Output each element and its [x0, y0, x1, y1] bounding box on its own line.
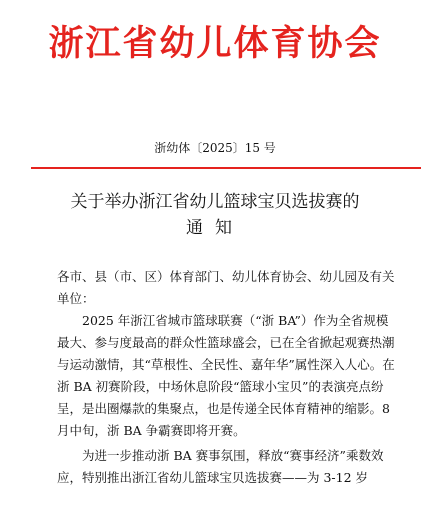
salutation: 各市、县（市、区）体育部门、幼儿体育协会、幼儿园及有关单位： [57, 269, 395, 306]
body-paragraph-2: 为进一步推动浙 BA 赛事氛围，释放“赛事经济”乘数效应，特别推出浙江省幼儿篮球宝贝选拔赛——为 3-12 岁 [57, 448, 384, 485]
document-title-line-2: 通知 [186, 218, 244, 238]
document-body [57, 266, 399, 489]
document-title-line-1: 关于举办浙江省幼儿篮球宝贝选拔赛的 [70, 192, 360, 212]
organization-header: 浙江省幼儿体育协会 [48, 24, 382, 64]
document-number: 浙幼体〔2025〕15 号 [154, 141, 276, 155]
body-paragraph-1: 2025 年浙江省城市篮球联赛（“浙 BA”）作为全省规模最大、参与度最高的群众性篮球盛会，已在全省掀起观赛热潮与运动激情，其“草根性、全民性、嘉年华”属性深入人心。在浙 BA 初赛阶段，中场休息阶段“篮球小宝贝”的表演亮点纷呈，是出圈爆款的集聚点，也是传递全民体育精神的缩影。8 月中旬，浙 BA 争霸赛即将开赛。 [57, 313, 395, 438]
red-divider-line [31, 167, 421, 169]
